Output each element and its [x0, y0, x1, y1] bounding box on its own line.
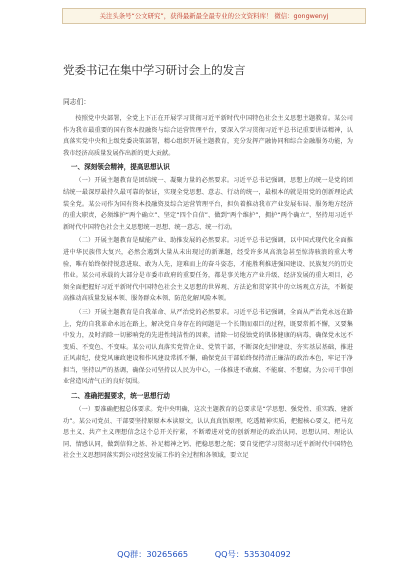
paragraph-1-3: （三）开展主题教育是自我革命、从严治党的必然要求。习近平总书记强调，全面从严治党永远在路上，党的自我革命永远在路上，解决党自身存在的问题是一个长期而艰巨的过程，既要常抓不懈，又要集中发力，及时消除一切影响党的先进性纯洁性的因素，清除一切侵蚀党的肌体健康的病毒，确保党永远不变质、不变色、不变味。某公司认真落实党管企业、党管干部，不断深化纪律建设、夯实基层基础，推进正风肃纪，使党风廉政建设和作风建设常抓不懈，确保党员干部始终保持清正廉洁的政治本色，牢记干净担当，坚持以严的基调，确保公司坚持以人民为中心，一体推进不敢腐、不能腐、不想腐，为公司干事创业营造风清气正的良好氛围。: [63, 308, 353, 386]
section-2-heading: 二、准确把握要求，统一思想行动: [70, 392, 170, 401]
paragraph-1-2: （二）开展主题教育是赋能产业、助推发展的必然要求。习近平总书记强调，以中国式现代化全面推进中华民族伟大复兴，必然会遇到大量从未出现过的新课题，经受许多风高浪急甚至惊涛骇浪的重大考验，唯有始终保持锐意进取、敢为人先，迎难而上的奋斗姿态，才能胜利推进强国建设、民族复兴的历史伟业。某公司承载的大部分是市委市政府的重要任务，都是事关地方产业升级、经济发展的重大项目，必须全面把握好习近平新时代中国特色社会主义思想的世界观、方法论和贯穿其中的立场观点方法，不断提高推动高质量发展本领、服务群众本领、防范化解风险本领。: [63, 237, 353, 303]
paragraph-1-1: （一）开展主题教育是团结统一、凝聚力量的必然要求。习近平总书记强调，思想上的统一是党的团结统一最深厚最持久最可靠的保证，实现全党思想、意志、行动的统一，最根本的就是用党的创新理论武装全党。某公司作为国有资本投融资及综合运营管理平台，担负着推动我市产业发展布局、服务地方经济的重大职责，必须维护“两个确立”、坚定“四个自信”、做到“两个维护”，拥护“两个确立”，坚持用习近平新时代中国特色社会主义思想统一思想、统一意志、统一行动。: [63, 177, 353, 231]
footer-contacts: [0, 549, 408, 560]
paragraph-2-1: （一）要准确把握总体要求。党中央明确，这次主题教育的总要求是“学思想、强党性、重实践、建新功”。某公司党员、干部要坚持原原本本读原文，认认真真悟原理，吃透精神实质，把握核心要义，把马克思主义、共产主义理想信念这个总开关拧紧，不断增进对党的创新理论的政治认同、思想认同、理论认同、情感认同，做到信仰之基、补足精神之钙、把稳思想之舵；要自觉把学习贯彻习近平新时代中国特色社会主义思想同落实到公司经营发展工作的全过程和各领域，要立足: [63, 406, 353, 460]
page-title: 党委书记在集中学习研讨会上的发言: [63, 63, 246, 77]
promo-banner: 关注头条号“公文研究”，获得最新最全最专业的公文资料库！ 微信：gongwenyj: [62, 8, 366, 24]
qq-group-label: QQ群：30265665: [117, 549, 189, 559]
qq-number-label: QQ号：535304092: [214, 549, 291, 559]
section-1-heading: 一、深刻领会精神，提高思想认识: [70, 163, 170, 172]
greeting: 同志们：: [63, 98, 91, 106]
document-body: [63, 113, 353, 543]
intro-paragraph: 按照党中央部署，全党上下正在开展学习贯彻习近平新时代中国特色社会主义思想主题教育。某公司作为我市最重要的国有资本投融资与综合运营管理平台，要深入学习贯彻习近平总书记重要讲话精神，认真落实党中央和上级党委决策部署，精心组织开展主题教育，充分发挥产融协同和综合金融服务功能，为我市经济高质量发展作出新的更大贡献。: [63, 115, 353, 157]
